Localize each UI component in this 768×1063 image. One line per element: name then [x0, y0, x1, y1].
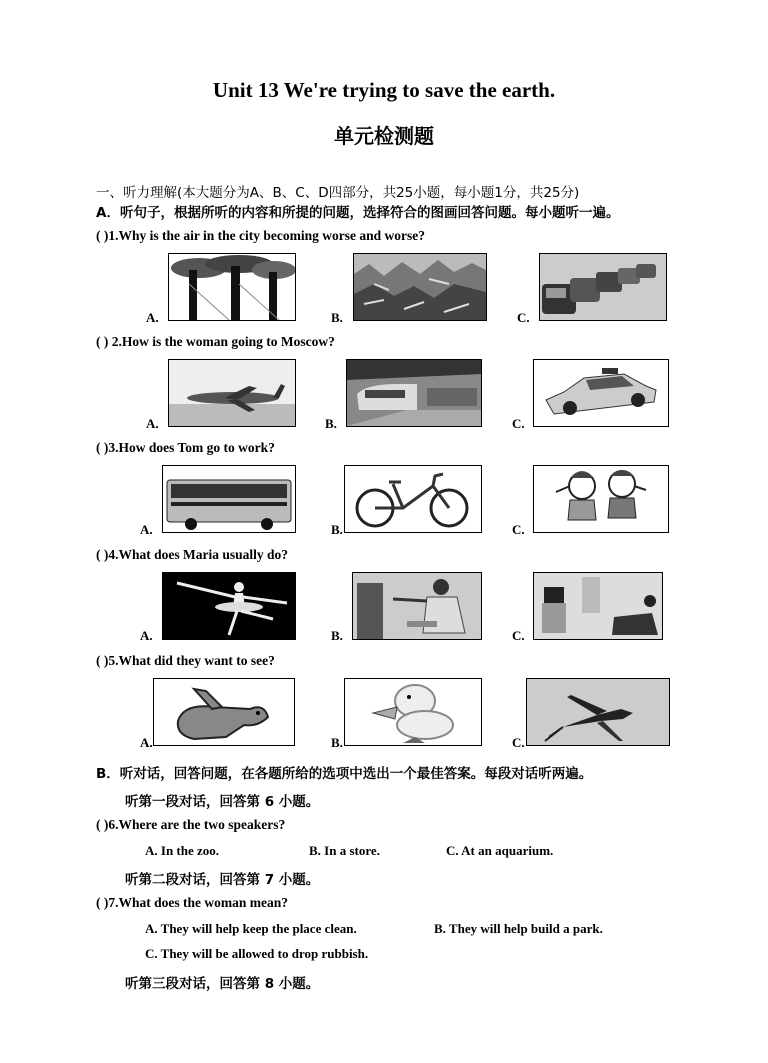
- page-subtitle: 单元检测题: [334, 124, 434, 148]
- q3-label-c: C.: [512, 522, 525, 537]
- traffic-jam-image: [539, 253, 667, 321]
- q1-label-c: C.: [517, 310, 530, 325]
- q5-label-c: C.: [512, 735, 525, 750]
- question-5: ( )5.What did they want to see?: [96, 653, 275, 668]
- section-a-heading: A．听句子，根据所听的内容和所提的问题，选择符合的图画回答问题。每小题听一遍。: [96, 205, 620, 221]
- q6-option-a: A. In the zoo.: [145, 843, 220, 858]
- q5-label-b: B.: [331, 735, 343, 750]
- duck-image: [344, 678, 482, 746]
- q7-option-a: A. They will help keep the place clean.: [145, 921, 357, 936]
- q2-label-c: C.: [512, 416, 525, 431]
- train-image: [346, 359, 482, 427]
- watching-tv-image: [533, 572, 663, 640]
- page-title: Unit 13 We're trying to save the earth.: [212, 78, 556, 102]
- ballet-dancer-image: [162, 572, 296, 640]
- garbage-pile-image: [353, 253, 487, 321]
- q4-label-c: C.: [512, 628, 525, 643]
- q6-option-b: B. In a store.: [309, 843, 380, 858]
- rabbit-image: [153, 678, 295, 746]
- factory-smoke-image: [168, 253, 296, 321]
- q7-option-c: C. They will be allowed to drop rubbish.: [145, 946, 369, 961]
- question-6: ( )6.Where are the two speakers?: [96, 817, 286, 832]
- q4-label-a: A.: [140, 628, 153, 643]
- q3-label-b: B.: [331, 522, 343, 537]
- bicycle-image: [344, 465, 482, 533]
- taxi-image: [533, 359, 669, 427]
- painting-woman-image: [352, 572, 482, 640]
- q6-option-c: C. At an aquarium.: [446, 843, 554, 858]
- question-2: ( ) 2.How is the woman going to Moscow?: [96, 334, 335, 349]
- dialogue-2-instruction: 听第二段对话，回答第 7 小题。: [125, 872, 320, 888]
- dialogue-1-instruction: 听第一段对话，回答第 6 小题。: [125, 794, 320, 810]
- question-3: ( )3.How does Tom go to work?: [96, 440, 275, 455]
- question-7: ( )7.What does the woman mean?: [96, 895, 288, 910]
- q4-label-b: B.: [331, 628, 343, 643]
- swallow-image: [526, 678, 670, 746]
- q3-label-a: A.: [140, 522, 153, 537]
- section-b-heading: B．听对话，回答问题，在各题所给的选项中选出一个最佳答案。每段对话听两遍。: [96, 766, 593, 782]
- q2-label-b: B.: [325, 416, 337, 431]
- bus-image: [162, 465, 296, 533]
- q7-option-b: B. They will help build a park.: [434, 921, 603, 936]
- q2-label-a: A.: [146, 416, 159, 431]
- walking-kids-image: [533, 465, 669, 533]
- question-4: ( )4.What does Maria usually do?: [96, 547, 289, 562]
- airplane-image: [168, 359, 296, 427]
- q1-label-a: A.: [146, 310, 159, 325]
- part1-heading: 一、听力理解(本大题分为A、B、C、D四部分，共25小题，每小题1分，共25分): [96, 185, 580, 201]
- dialogue-3-instruction: 听第三段对话，回答第 8 小题。: [125, 976, 320, 992]
- q1-label-b: B.: [331, 310, 343, 325]
- q5-label-a: A.: [140, 735, 153, 750]
- question-1: ( )1.Why is the air in the city becoming worse and worse?: [96, 228, 425, 243]
